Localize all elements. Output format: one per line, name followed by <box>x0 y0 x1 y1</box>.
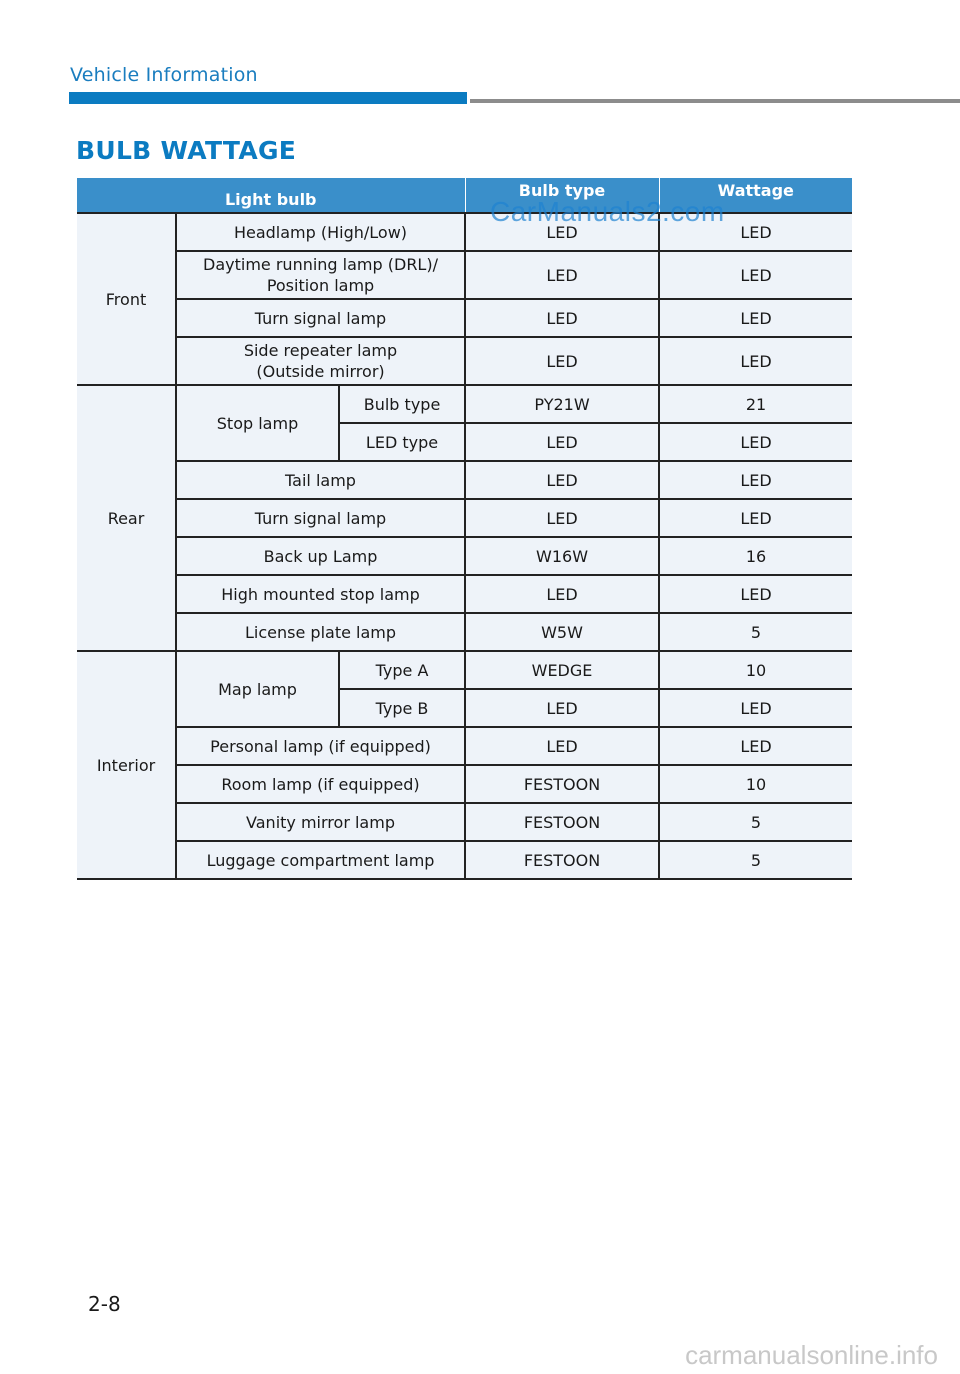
wattage-cell: 5 <box>659 613 852 651</box>
lamp-name: Tail lamp <box>176 461 465 499</box>
wattage-cell: LED <box>659 213 852 251</box>
column-header-light-bulb: Light bulb <box>77 178 465 213</box>
wattage-cell: 16 <box>659 537 852 575</box>
table-row <box>77 803 852 841</box>
variant-name: LED type <box>339 423 465 461</box>
table-row <box>77 337 852 385</box>
table-row <box>77 385 852 423</box>
watermark-link[interactable]: CarManuals2.com <box>490 196 725 227</box>
bulb-type-cell: WEDGE <box>465 651 659 689</box>
lamp-name <box>176 251 465 299</box>
header-rule-accent <box>69 92 467 104</box>
bulb-type-cell: LED <box>465 213 659 251</box>
bulb-type-cell: W5W <box>465 613 659 651</box>
wattage-cell: LED <box>659 727 852 765</box>
variant-name: Type A <box>339 651 465 689</box>
group-label-front: Front <box>77 213 176 385</box>
wattage-cell: LED <box>659 461 852 499</box>
bulb-type-cell: PY21W <box>465 385 659 423</box>
lamp-name-line: Position lamp <box>266 276 375 295</box>
lamp-name: Room lamp (if equipped) <box>176 765 465 803</box>
table-row <box>77 461 852 499</box>
group-label-interior: Interior <box>77 651 176 879</box>
bulb-type-cell: FESTOON <box>465 803 659 841</box>
bulb-type-cell: LED <box>465 251 659 299</box>
page-heading: BULB WATTAGE <box>76 136 297 165</box>
bulb-type-cell: LED <box>465 727 659 765</box>
bulb-type-cell: LED <box>465 461 659 499</box>
header-rule <box>470 99 960 103</box>
wattage-cell: 10 <box>659 651 852 689</box>
lamp-name: Back up Lamp <box>176 537 465 575</box>
lamp-name: Personal lamp (if equipped) <box>176 727 465 765</box>
table-row <box>77 841 852 879</box>
bulb-type-cell: LED <box>465 575 659 613</box>
lamp-name: Vanity mirror lamp <box>176 803 465 841</box>
lamp-name: Map lamp <box>176 651 339 727</box>
table-row <box>77 299 852 337</box>
table-row <box>77 213 852 251</box>
bulb-type-cell: LED <box>465 499 659 537</box>
group-label-rear: Rear <box>77 385 176 651</box>
wattage-cell: LED <box>659 499 852 537</box>
footer-watermark: carmanualsonline.info <box>685 1340 938 1370</box>
lamp-name: License plate lamp <box>176 613 465 651</box>
wattage-cell: 21 <box>659 385 852 423</box>
lamp-name: Headlamp (High/Low) <box>176 213 465 251</box>
wattage-cell: LED <box>659 251 852 299</box>
lamp-name: Stop lamp <box>176 385 339 461</box>
bulb-type-cell: LED <box>465 423 659 461</box>
wattage-cell: LED <box>659 337 852 385</box>
column-header-wattage: Wattage <box>659 178 852 213</box>
table-row <box>77 727 852 765</box>
table-row <box>77 251 852 299</box>
bulb-type-cell: FESTOON <box>465 765 659 803</box>
table-row <box>77 765 852 803</box>
bulb-type-cell: FESTOON <box>465 841 659 879</box>
lamp-name: Luggage compartment lamp <box>176 841 465 879</box>
wattage-cell: 5 <box>659 803 852 841</box>
lamp-name-line: Daytime running lamp (DRL)/ <box>203 255 438 274</box>
bulb-type-cell: LED <box>465 689 659 727</box>
lamp-name: Turn signal lamp <box>176 499 465 537</box>
variant-name: Type B <box>339 689 465 727</box>
bulb-type-cell: LED <box>465 299 659 337</box>
wattage-cell: LED <box>659 689 852 727</box>
column-header-bulb-type: Bulb type <box>465 178 659 213</box>
section-title: Vehicle Information <box>70 64 258 86</box>
lamp-name: High mounted stop lamp <box>176 575 465 613</box>
wattage-cell: 10 <box>659 765 852 803</box>
table-row <box>77 613 852 651</box>
wattage-cell: LED <box>659 423 852 461</box>
table-row <box>77 499 852 537</box>
bulb-type-cell: LED <box>465 337 659 385</box>
wattage-cell: LED <box>659 299 852 337</box>
lamp-name: Turn signal lamp <box>176 299 465 337</box>
lamp-name-line: (Outside mirror) <box>256 362 385 381</box>
table-row <box>77 651 852 689</box>
table-row <box>77 575 852 613</box>
lamp-name-line: Side repeater lamp <box>243 341 398 360</box>
table-row <box>77 537 852 575</box>
table-header-row <box>77 178 852 213</box>
wattage-cell: 5 <box>659 841 852 879</box>
lamp-name <box>176 337 465 385</box>
bulb-wattage-table <box>77 178 852 880</box>
variant-name: Bulb type <box>339 385 465 423</box>
page-number: 2-8 <box>88 1292 121 1316</box>
bulb-type-cell: W16W <box>465 537 659 575</box>
wattage-cell: LED <box>659 575 852 613</box>
